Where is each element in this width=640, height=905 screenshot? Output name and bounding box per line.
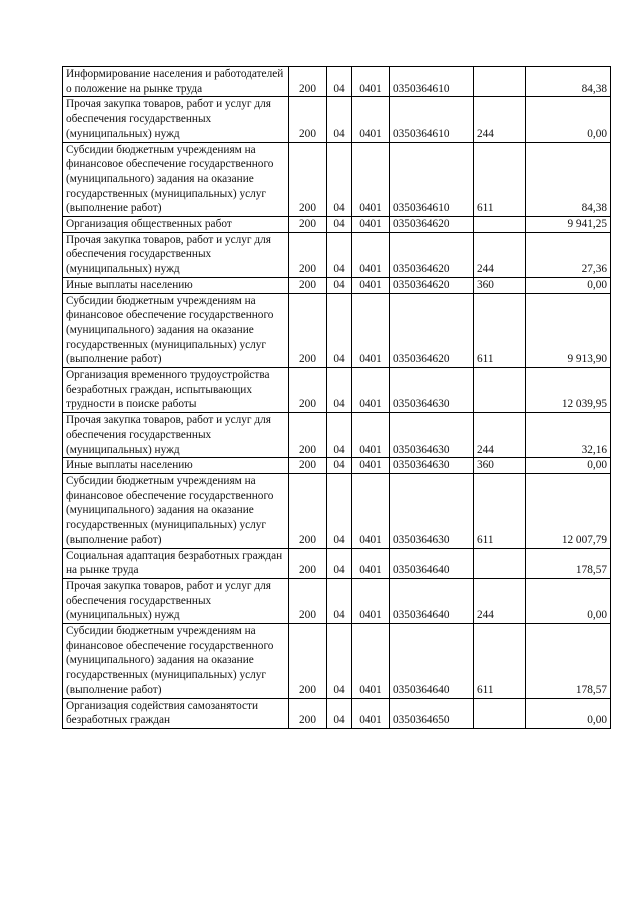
table-row — [63, 698, 611, 728]
expense-type-cell: 611 — [474, 142, 526, 217]
expense-type-cell — [474, 217, 526, 233]
expense-name-cell: Иные выплаты населению — [63, 458, 289, 474]
grbs-code-cell: 200 — [289, 458, 327, 474]
grbs-code-cell: 200 — [289, 293, 327, 368]
expense-name-cell: Прочая закупка товаров, работ и услуг для обеспечения государственных (муниципальных) нужд — [63, 578, 289, 623]
target-article-cell: 0350364650 — [390, 698, 474, 728]
section-code-cell: 04 — [327, 698, 352, 728]
subsection-code-cell: 0401 — [352, 368, 390, 413]
section-code-cell: 04 — [327, 548, 352, 578]
section-code-cell: 04 — [327, 624, 352, 699]
grbs-code-cell: 200 — [289, 217, 327, 233]
table-row — [63, 413, 611, 458]
table-row — [63, 624, 611, 699]
target-article-cell: 0350364620 — [390, 217, 474, 233]
expense-type-cell — [474, 548, 526, 578]
expense-name-cell: Субсидии бюджетным учреждениям на финансовое обеспечение государственного (муниципального) задания на оказание государственных (муниципальных) услуг (выполнение работ) — [63, 142, 289, 217]
target-article-cell: 0350364640 — [390, 624, 474, 699]
amount-cell: 84,38 — [526, 67, 611, 97]
section-code-cell: 04 — [327, 232, 352, 277]
section-code-cell: 04 — [327, 97, 352, 142]
expense-type-cell: 360 — [474, 458, 526, 474]
amount-cell: 0,00 — [526, 458, 611, 474]
section-code-cell: 04 — [327, 277, 352, 293]
table-row — [63, 217, 611, 233]
grbs-code-cell: 200 — [289, 67, 327, 97]
grbs-code-cell: 200 — [289, 548, 327, 578]
subsection-code-cell: 0401 — [352, 277, 390, 293]
target-article-cell: 0350364630 — [390, 473, 474, 548]
expense-type-cell — [474, 698, 526, 728]
table-row — [63, 67, 611, 97]
subsection-code-cell: 0401 — [352, 548, 390, 578]
amount-cell: 32,16 — [526, 413, 611, 458]
table-row — [63, 368, 611, 413]
grbs-code-cell: 200 — [289, 368, 327, 413]
target-article-cell: 0350364620 — [390, 293, 474, 368]
subsection-code-cell: 0401 — [352, 578, 390, 623]
table-row — [63, 97, 611, 142]
expense-name-cell: Организация содействия самозанятости безработных граждан — [63, 698, 289, 728]
subsection-code-cell: 0401 — [352, 217, 390, 233]
grbs-code-cell: 200 — [289, 413, 327, 458]
expense-name-cell: Прочая закупка товаров, работ и услуг для обеспечения государственных (муниципальных) нужд — [63, 413, 289, 458]
grbs-code-cell: 200 — [289, 578, 327, 623]
section-code-cell: 04 — [327, 413, 352, 458]
target-article-cell: 0350364610 — [390, 67, 474, 97]
expense-name-cell: Информирование населения и работодателей о положение на рынке труда — [63, 67, 289, 97]
target-article-cell: 0350364630 — [390, 458, 474, 474]
amount-cell: 27,36 — [526, 232, 611, 277]
table-row — [63, 578, 611, 623]
amount-cell: 0,00 — [526, 277, 611, 293]
grbs-code-cell: 200 — [289, 624, 327, 699]
section-code-cell: 04 — [327, 293, 352, 368]
section-code-cell: 04 — [327, 217, 352, 233]
table-row — [63, 458, 611, 474]
amount-cell: 9 941,25 — [526, 217, 611, 233]
amount-cell: 178,57 — [526, 548, 611, 578]
section-code-cell: 04 — [327, 458, 352, 474]
table-row — [63, 293, 611, 368]
table-row — [63, 142, 611, 217]
target-article-cell: 0350364630 — [390, 368, 474, 413]
target-article-cell: 0350364620 — [390, 277, 474, 293]
subsection-code-cell: 0401 — [352, 413, 390, 458]
budget-table-body — [63, 67, 611, 729]
subsection-code-cell: 0401 — [352, 698, 390, 728]
section-code-cell: 04 — [327, 67, 352, 97]
expense-name-cell: Организация общественных работ — [63, 217, 289, 233]
expense-name-cell: Прочая закупка товаров, работ и услуг для обеспечения государственных (муниципальных) нужд — [63, 232, 289, 277]
subsection-code-cell: 0401 — [352, 624, 390, 699]
amount-cell: 12 007,79 — [526, 473, 611, 548]
amount-cell: 0,00 — [526, 578, 611, 623]
expense-name-cell: Субсидии бюджетным учреждениям на финансовое обеспечение государственного (муниципального) задания на оказание государственных (муниципальных) услуг (выполнение работ) — [63, 293, 289, 368]
amount-cell: 84,38 — [526, 142, 611, 217]
grbs-code-cell: 200 — [289, 142, 327, 217]
grbs-code-cell: 200 — [289, 232, 327, 277]
target-article-cell: 0350364610 — [390, 142, 474, 217]
expense-name-cell: Субсидии бюджетным учреждениям на финансовое обеспечение государственного (муниципального) задания на оказание государственных (муниципальных) услуг (выполнение работ) — [63, 624, 289, 699]
subsection-code-cell: 0401 — [352, 293, 390, 368]
subsection-code-cell: 0401 — [352, 142, 390, 217]
budget-table — [62, 66, 611, 729]
subsection-code-cell: 0401 — [352, 458, 390, 474]
section-code-cell: 04 — [327, 473, 352, 548]
expense-name-cell: Социальная адаптация безработных граждан на рынке труда — [63, 548, 289, 578]
amount-cell: 12 039,95 — [526, 368, 611, 413]
amount-cell: 0,00 — [526, 698, 611, 728]
target-article-cell: 0350364640 — [390, 548, 474, 578]
expense-type-cell: 611 — [474, 624, 526, 699]
expense-type-cell — [474, 67, 526, 97]
section-code-cell: 04 — [327, 578, 352, 623]
expense-type-cell: 244 — [474, 97, 526, 142]
target-article-cell: 0350364630 — [390, 413, 474, 458]
subsection-code-cell: 0401 — [352, 473, 390, 548]
grbs-code-cell: 200 — [289, 698, 327, 728]
section-code-cell: 04 — [327, 142, 352, 217]
expense-type-cell: 611 — [474, 293, 526, 368]
subsection-code-cell: 0401 — [352, 97, 390, 142]
expense-name-cell: Организация временного трудоустройства безработных граждан, испытывающих трудности в поиске работы — [63, 368, 289, 413]
expense-type-cell: 360 — [474, 277, 526, 293]
target-article-cell: 0350364610 — [390, 97, 474, 142]
table-row — [63, 473, 611, 548]
grbs-code-cell: 200 — [289, 473, 327, 548]
expense-type-cell — [474, 368, 526, 413]
amount-cell: 9 913,90 — [526, 293, 611, 368]
table-row — [63, 548, 611, 578]
expense-name-cell: Прочая закупка товаров, работ и услуг для обеспечения государственных (муниципальных) нужд — [63, 97, 289, 142]
subsection-code-cell: 0401 — [352, 67, 390, 97]
expense-type-cell: 244 — [474, 578, 526, 623]
grbs-code-cell: 200 — [289, 277, 327, 293]
section-code-cell: 04 — [327, 368, 352, 413]
expense-name-cell: Иные выплаты населению — [63, 277, 289, 293]
expense-type-cell: 244 — [474, 232, 526, 277]
expense-name-cell: Субсидии бюджетным учреждениям на финансовое обеспечение государственного (муниципального) задания на оказание государственных (муниципальных) услуг (выполнение работ) — [63, 473, 289, 548]
target-article-cell: 0350364620 — [390, 232, 474, 277]
target-article-cell: 0350364640 — [390, 578, 474, 623]
amount-cell: 0,00 — [526, 97, 611, 142]
table-row — [63, 277, 611, 293]
subsection-code-cell: 0401 — [352, 232, 390, 277]
expense-type-cell: 244 — [474, 413, 526, 458]
grbs-code-cell: 200 — [289, 97, 327, 142]
table-row — [63, 232, 611, 277]
amount-cell: 178,57 — [526, 624, 611, 699]
expense-type-cell: 611 — [474, 473, 526, 548]
